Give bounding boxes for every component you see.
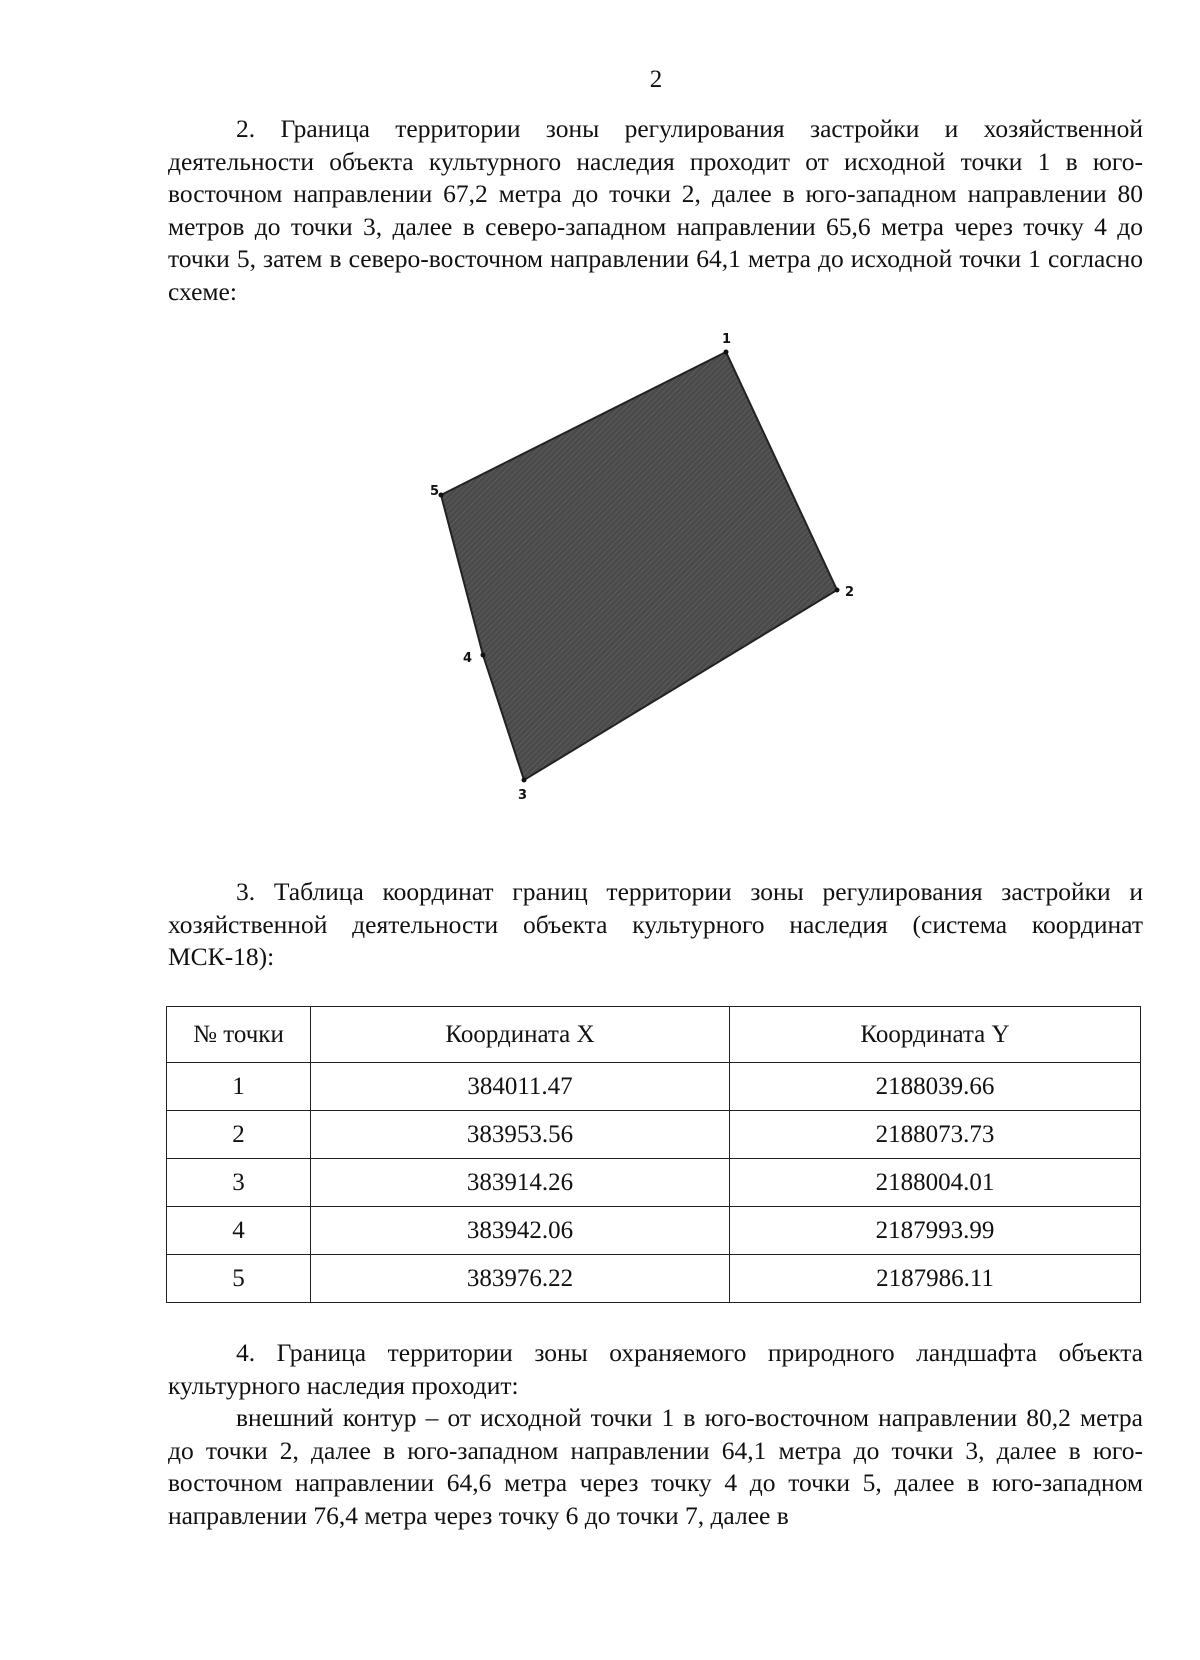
vertex-3	[522, 778, 527, 783]
table-header-row	[167, 1007, 1141, 1063]
point-label-1: 1	[722, 332, 732, 347]
table-row	[167, 1255, 1141, 1303]
coordinates-table	[166, 1006, 1141, 1303]
boundary-scheme-svg	[430, 325, 930, 855]
vertex-5	[439, 493, 444, 498]
section-3-text: 3. Таблица координат границ территории зоны регулирования застройки и хозяйственной деятельности объекта культурного наследия (система координат МСК-18):	[168, 877, 1143, 971]
cell-coordinate-y: 2188004.01	[730, 1159, 1141, 1207]
table-row	[167, 1063, 1141, 1111]
cell-coordinate-x: 383914.26	[311, 1159, 730, 1207]
vertex-2	[835, 588, 840, 593]
boundary-polygon	[441, 352, 837, 780]
table-row	[167, 1111, 1141, 1159]
cell-coordinate-x: 383942.06	[311, 1207, 730, 1255]
cell-coordinate-x: 383953.56	[311, 1111, 730, 1159]
section-2-text: 2. Граница территории зоны регулирования застройки и хозяйственной деятельности объекта культурного наследия проходит от исходной точки 1 в юго-восточном направлении 67,2 метра до точки 2, далее в юго-западном направлении 80 метров до точки 3, далее в северо-западном направлении 65,6 метра через точку 4 до точки 5, затем в северо-восточном направлении 64,1 метра до исходной точки 1 согласно схеме:	[168, 114, 1143, 306]
boundary-scheme	[430, 325, 930, 855]
cell-point-number: 3	[167, 1159, 311, 1207]
cell-point-number: 2	[167, 1111, 311, 1159]
section-3-paragraph	[168, 876, 1143, 974]
section-4-paragraph	[168, 1337, 1143, 1402]
cell-coordinate-y: 2187993.99	[730, 1207, 1141, 1255]
cell-point-number: 1	[167, 1063, 311, 1111]
cell-point-number: 4	[167, 1207, 311, 1255]
header-coordinate-y: Координата Y	[730, 1007, 1141, 1063]
cell-coordinate-x: 383976.22	[311, 1255, 730, 1303]
point-label-3: 3	[518, 788, 528, 803]
cell-coordinate-y: 2188039.66	[730, 1063, 1141, 1111]
section-4-text: 4. Граница территории зоны охраняемого природного ландшафта объекта культурного наследия проходит:	[168, 1338, 1143, 1400]
point-label-2: 2	[845, 585, 855, 600]
point-label-5: 5	[430, 484, 440, 499]
page-number: 2	[649, 66, 663, 93]
header-point-number: № точки	[167, 1007, 311, 1063]
table-row	[167, 1207, 1141, 1255]
vertex-4	[481, 653, 486, 658]
cell-point-number: 5	[167, 1255, 311, 1303]
cell-coordinate-y: 2188073.73	[730, 1111, 1141, 1159]
section-4-subparagraph	[168, 1402, 1143, 1532]
header-coordinate-x: Координата X	[311, 1007, 730, 1063]
section-2-paragraph	[168, 113, 1143, 308]
table-row	[167, 1159, 1141, 1207]
vertex-1	[724, 350, 729, 355]
cell-coordinate-y: 2187986.11	[730, 1255, 1141, 1303]
section-4-subtext: внешний контур – от исходной точки 1 в юго-восточном направлении 80,2 метра до точки 2, далее в юго-западном направлении 64,1 метра до точки 3, далее в юго-восточном направлении 64,6 метра через точку 4 до точки 5, далее в юго-западном направлении 76,4 метра через точку 6 до точки 7, далее в	[168, 1403, 1143, 1530]
point-label-4: 4	[463, 651, 473, 666]
cell-coordinate-x: 384011.47	[311, 1063, 730, 1111]
